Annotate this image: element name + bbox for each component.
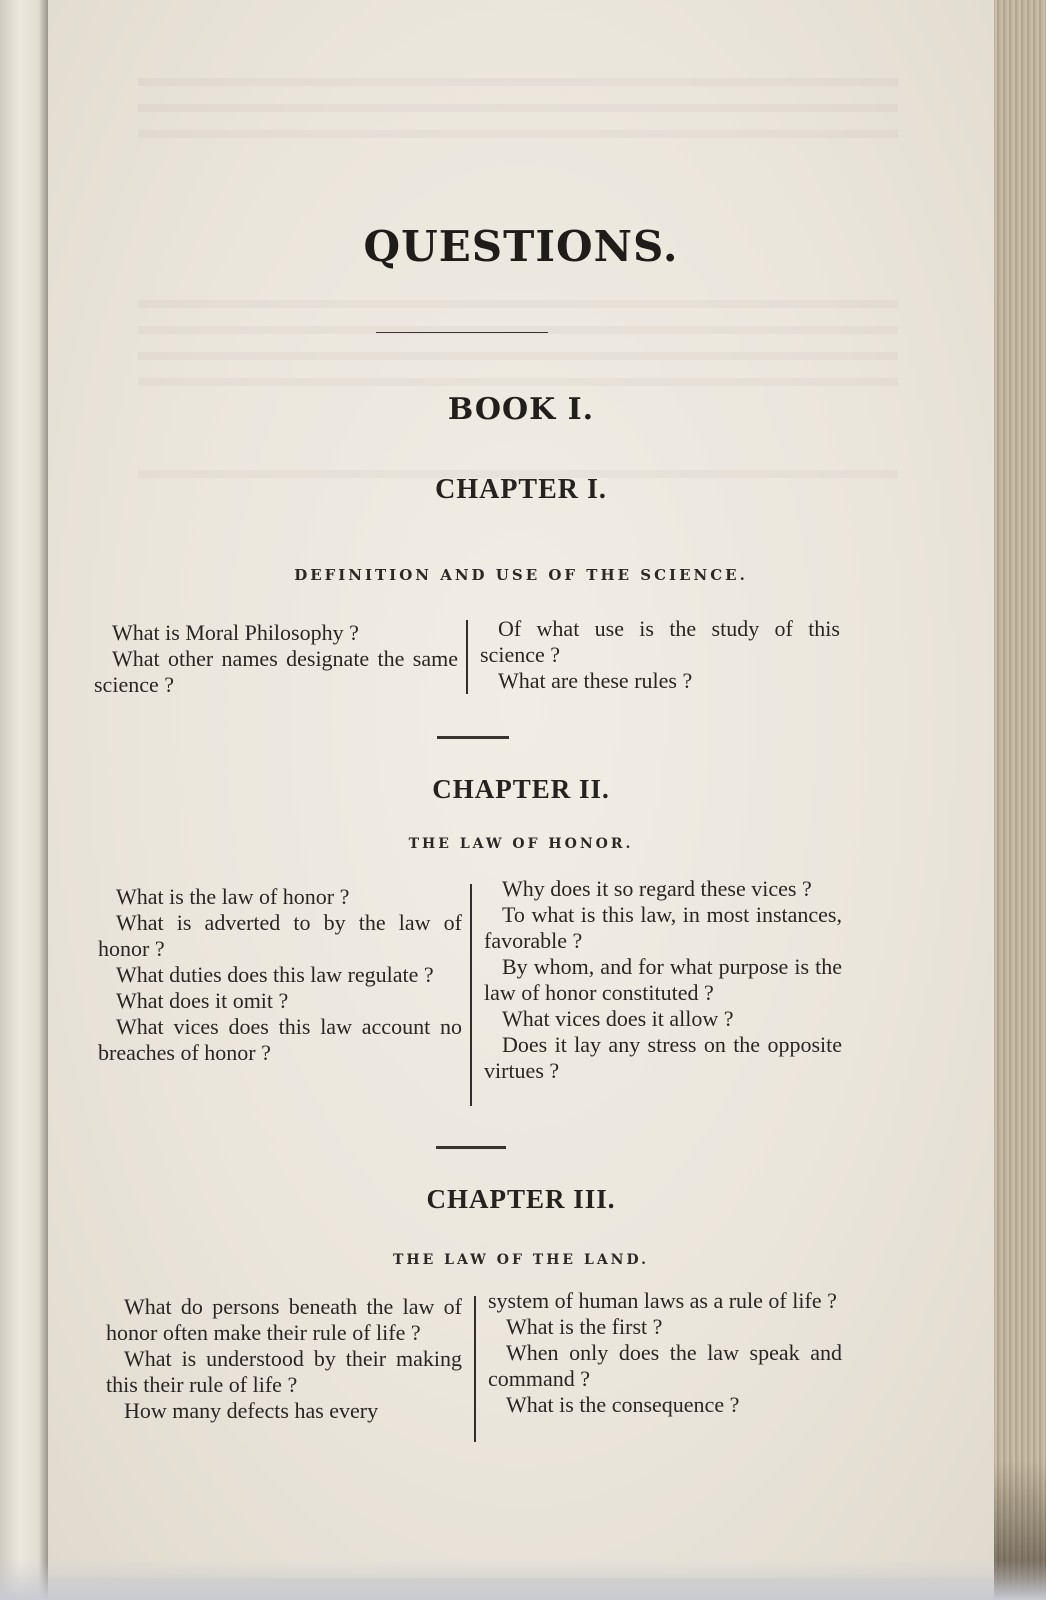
bottom-shadow — [0, 1560, 1046, 1600]
bleed-through — [138, 78, 898, 86]
question: What other names designate the same science ? — [94, 646, 458, 697]
chapter-1-left-column — [94, 620, 458, 698]
bleed-through — [138, 300, 898, 308]
question: When only does the law speak and command ? — [488, 1340, 842, 1391]
page-title: QUESTIONS. — [363, 222, 679, 271]
chapter-1-heading: CHAPTER I. — [435, 474, 607, 505]
chapter-3-heading: CHAPTER III. — [426, 1184, 616, 1214]
chapter-3-subheading: THE LAW OF THE LAND. — [392, 1252, 649, 1268]
question: By whom, and for what purpose is the law of honor constituted ? — [484, 954, 842, 1005]
question: What vices does it allow ? — [502, 1006, 734, 1031]
question: What is the first ? — [506, 1314, 663, 1339]
title-divider — [376, 332, 548, 333]
column-divider — [466, 620, 468, 694]
bleed-through — [138, 104, 898, 112]
chapter-3-right-column — [488, 1288, 842, 1418]
question: What do persons beneath the law of honor often make their rule of life ? — [106, 1294, 462, 1345]
book-page — [48, 0, 995, 1578]
question: What is adverted to by the law of honor ? — [98, 910, 462, 961]
question: What are these rules ? — [498, 668, 693, 693]
book-heading: BOOK I. — [447, 392, 595, 427]
chapter-2-subheading: THE LAW OF HONOR. — [408, 836, 634, 852]
bleed-through — [138, 130, 898, 138]
page-block-edge — [994, 0, 1046, 1600]
question: What duties does this law regulate ? — [116, 962, 434, 987]
question: How many defects has every — [124, 1398, 379, 1423]
column-divider — [474, 1296, 476, 1442]
question: What vices does this law account no breaches of honor ? — [98, 1014, 462, 1065]
chapter-3-left-column — [106, 1294, 462, 1424]
chapter-1-subheading: DEFINITION AND USE OF THE SCIENCE. — [294, 566, 748, 584]
chapter-2-heading: CHAPTER II. — [432, 774, 610, 804]
question: What is Moral Philosophy ? — [112, 620, 359, 645]
question: Does it lay any stress on the opposite virtues ? — [484, 1032, 842, 1083]
question: What is the law of honor ? — [116, 884, 350, 909]
bleed-through — [138, 378, 898, 386]
adjacent-page-edge — [0, 0, 48, 1600]
question: To what is this law, in most instances, favorable ? — [484, 902, 842, 953]
question: Of what use is the study of this science ? — [480, 616, 840, 667]
question: What is understood by their making this their rule of life ? — [106, 1346, 462, 1397]
chapter-2-left-column — [98, 884, 462, 1066]
question: What is the consequence ? — [506, 1392, 740, 1417]
question: Why does it so regard these vices ? — [502, 876, 812, 901]
chapter-2-right-column — [484, 876, 842, 1084]
question: system of human laws as a rule of life ? — [488, 1288, 837, 1313]
section-divider — [437, 736, 509, 739]
bleed-through — [138, 352, 898, 360]
chapter-1-right-column — [480, 616, 840, 694]
column-divider — [470, 884, 472, 1106]
question: What does it omit ? — [116, 988, 289, 1013]
section-divider — [436, 1146, 506, 1149]
